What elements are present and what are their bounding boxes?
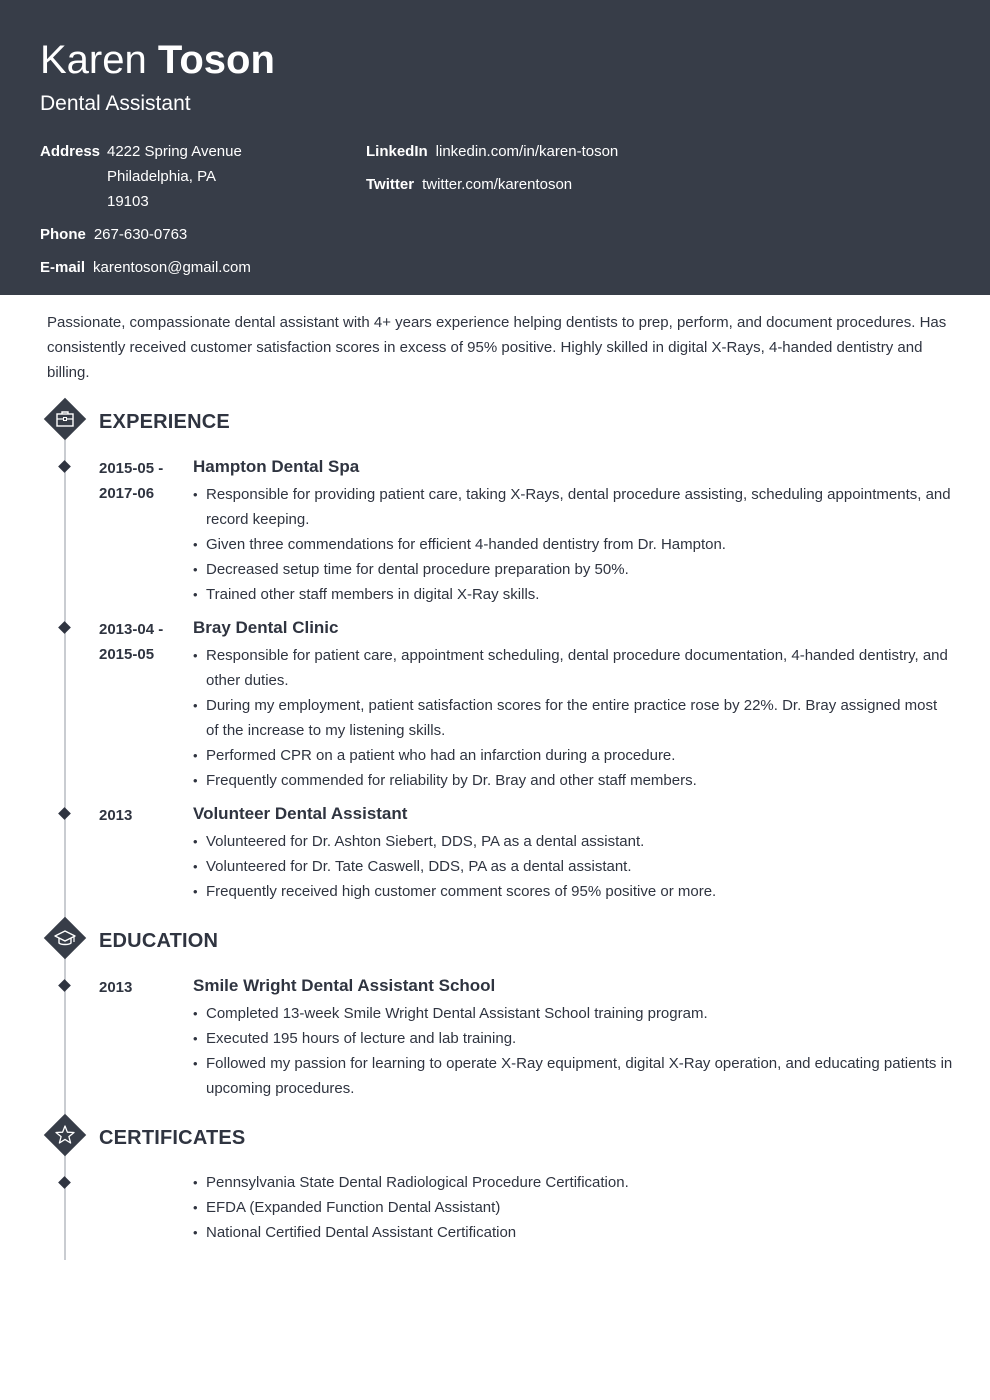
entry-title: Hampton Dental Spa bbox=[193, 457, 360, 476]
address-line: 4222 Spring Avenue bbox=[107, 143, 242, 160]
list-item: • Frequently commended for reliability by Dr. Bray and other staff members. bbox=[193, 768, 953, 793]
list-item: • Volunteered for Dr. Tate Caswell, DDS, PA as a dental assistant. bbox=[193, 854, 953, 879]
briefcase-icon bbox=[51, 405, 79, 433]
candidate-name bbox=[40, 36, 275, 84]
entry-date: 2013 bbox=[99, 979, 133, 996]
list-item: • Completed 13-week Smile Wright Dental Assistant School training program. bbox=[193, 1001, 953, 1026]
list-item: • Decreased setup time for dental procedure preparation by 50%. bbox=[193, 557, 953, 582]
last-name: Toson bbox=[157, 38, 275, 82]
phone-label: Phone bbox=[40, 226, 86, 243]
list-item: • National Certified Dental Assistant Certification bbox=[193, 1220, 953, 1245]
linkedin-contact bbox=[366, 139, 618, 164]
job-title: Dental Assistant bbox=[40, 92, 191, 115]
list-item: • Responsible for providing patient care, taking X-Rays, dental procedure assisting, scheduling appointments, and record keeping. bbox=[193, 482, 953, 532]
phone-value: 267-630-0763 bbox=[93, 226, 188, 243]
entry-title: Volunteer Dental Assistant bbox=[193, 804, 408, 823]
star-icon bbox=[51, 1121, 79, 1149]
entry-date: 2015-05 - 2017-06 bbox=[99, 460, 164, 502]
entry-bullets bbox=[193, 643, 953, 793]
list-item: • Executed 195 hours of lecture and lab training. bbox=[193, 1026, 953, 1051]
twitter-value[interactable]: twitter.com/karentoson bbox=[422, 176, 573, 193]
timeline-dot bbox=[58, 807, 71, 820]
timeline-dot bbox=[58, 460, 71, 473]
certificates-section-title: CERTIFICATES bbox=[99, 1127, 246, 1149]
profile-summary: Passionate, compassionate dental assistant with 4+ years experience helping dentists to prep, perform, and document procedures. Has consistently received customer satisfaction scores in excess of 95% positive. Highly skilled in digital X-Rays, 4-handed dentistry and billing. bbox=[47, 314, 947, 381]
timeline-dot bbox=[58, 621, 71, 634]
entry-date: 2013 bbox=[99, 807, 133, 824]
email-value[interactable]: karentoson@gmail.com bbox=[93, 259, 251, 276]
entry-bullets bbox=[193, 829, 953, 904]
resume-header bbox=[0, 0, 990, 295]
entry-title: Smile Wright Dental Assistant School bbox=[193, 976, 496, 995]
address-line: Philadelphia, PA bbox=[107, 168, 216, 185]
twitter-contact bbox=[366, 172, 572, 197]
timeline-dot bbox=[58, 1176, 71, 1189]
email-contact bbox=[40, 255, 251, 280]
experience-section-title: EXPERIENCE bbox=[99, 411, 230, 433]
list-item: • Volunteered for Dr. Ashton Siebert, DDS, PA as a dental assistant. bbox=[193, 829, 953, 854]
first-name: Karen bbox=[40, 38, 147, 82]
certificates-bullets bbox=[193, 1170, 953, 1245]
experience-timeline-line bbox=[64, 440, 66, 918]
email-label: E-mail bbox=[40, 259, 86, 276]
list-item: • Trained other staff members in digital X-Ray skills. bbox=[193, 582, 953, 607]
entry-bullets bbox=[193, 482, 953, 607]
address-line: 19103 bbox=[107, 193, 149, 210]
entry-date: 2013-04 - 2015-05 bbox=[99, 621, 164, 663]
education-section-title: EDUCATION bbox=[99, 930, 219, 952]
list-item: • EFDA (Expanded Function Dental Assistant) bbox=[193, 1195, 953, 1220]
list-item: • Given three commendations for efficient 4-handed dentistry from Dr. Hampton. bbox=[193, 532, 953, 557]
list-item: • Performed CPR on a patient who had an infarction during a procedure. bbox=[193, 743, 953, 768]
linkedin-value[interactable]: linkedin.com/in/karen-toson bbox=[435, 143, 619, 160]
address-value bbox=[107, 139, 242, 214]
twitter-label: Twitter bbox=[366, 176, 415, 193]
list-item: • During my employment, patient satisfaction scores for the entire practice rose by 22%. Dr. Bray assigned most of the increase to my listening skills. bbox=[193, 693, 953, 743]
list-item: • Pennsylvania State Dental Radiological Procedure Certification. bbox=[193, 1170, 953, 1195]
list-item: • Frequently received high customer comment scores of 95% positive or more. bbox=[193, 879, 953, 904]
list-item: • Responsible for patient care, appointment scheduling, dental procedure documentation, 4-handed dentistry, and other duties. bbox=[193, 643, 953, 693]
linkedin-label: LinkedIn bbox=[366, 143, 428, 160]
address-contact bbox=[40, 139, 242, 214]
entry-title: Bray Dental Clinic bbox=[193, 618, 339, 637]
phone-contact bbox=[40, 222, 187, 247]
certificates-timeline-line bbox=[64, 1155, 66, 1260]
address-label: Address bbox=[40, 143, 101, 160]
graduation-cap-icon bbox=[51, 924, 79, 952]
list-item: • Followed my passion for learning to operate X-Ray equipment, digital X-Ray operation, and educating patients in upcoming procedures. bbox=[193, 1051, 953, 1101]
entry-bullets bbox=[193, 1001, 953, 1101]
timeline-dot bbox=[58, 979, 71, 992]
